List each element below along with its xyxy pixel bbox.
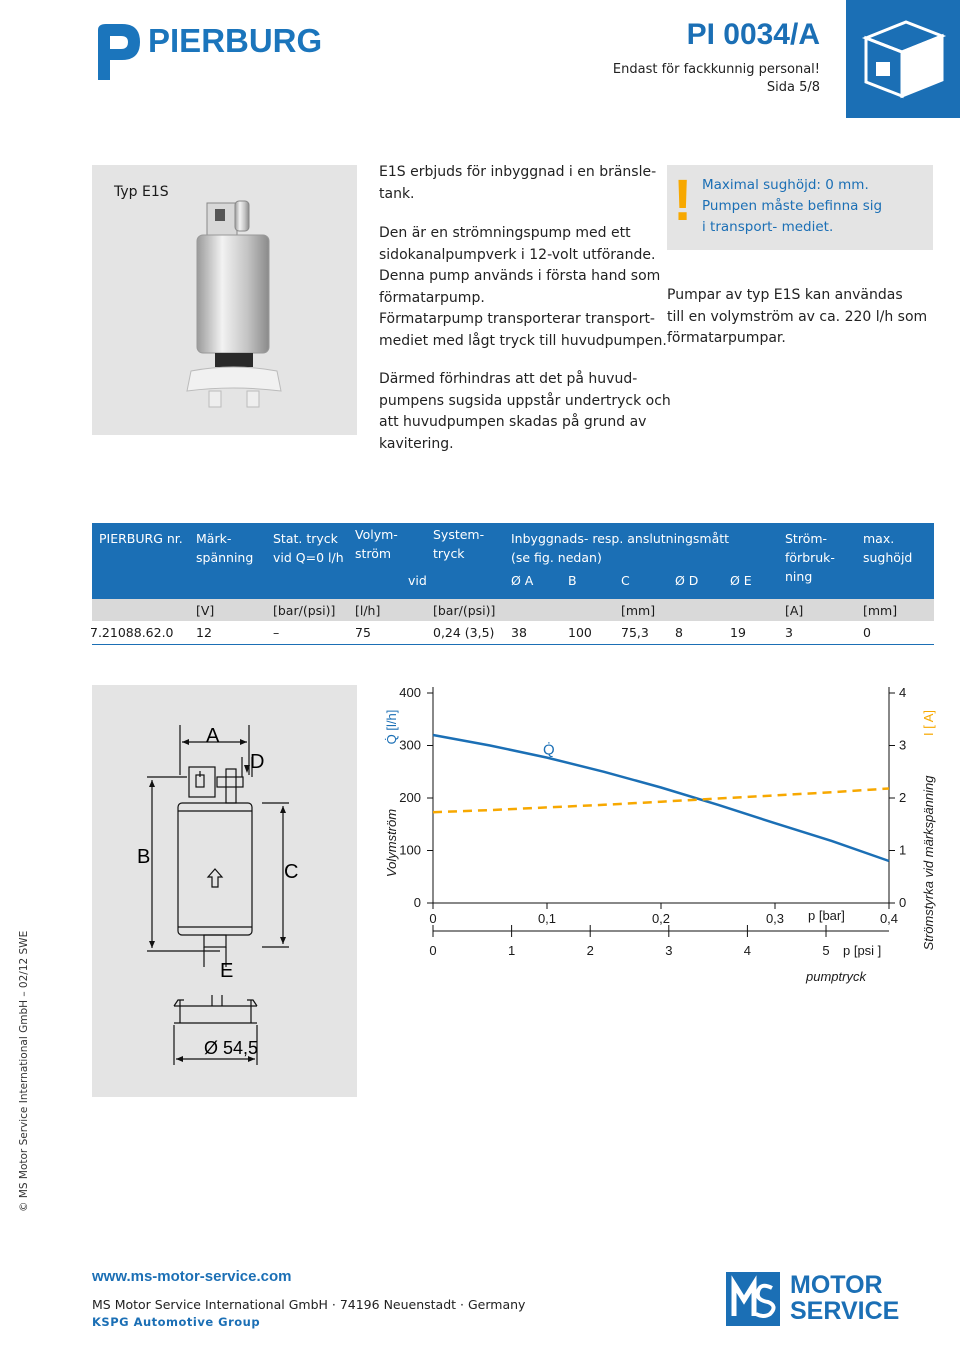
- fuel-pump-photo-icon: [177, 195, 297, 420]
- y-right-tick-label: 1: [899, 842, 907, 858]
- x-psi-tick-label: 4: [743, 943, 752, 958]
- warning-text: Maximal sughöjd: 0 mm. Pumpen måste befinna sig i transport- mediet.: [702, 177, 883, 235]
- x-psi-tick-label: 3: [665, 943, 673, 958]
- col-dim-d: Ø D: [668, 573, 723, 599]
- col-max-suction: max. sughöjd: [856, 523, 934, 573]
- col-nominal-voltage: Märk- spänning: [189, 523, 266, 573]
- group-name: KSPG Automotive Group: [92, 1315, 261, 1329]
- dim-label-diameter: Ø 54,5: [204, 1038, 259, 1058]
- website-link[interactable]: www.ms-motor-service.com: [92, 1268, 292, 1285]
- pump-type-label: Typ E1S: [114, 184, 169, 200]
- col-system-pressure: System- tryck: [426, 523, 504, 573]
- description-paragraph: Den är en strömningspump med ett sidokanalpumpverk i 12-volt utförande. Denna pump används i första hand som förmatarpump. Förmatarpump transporterar transport- mediet med lågt tryck till huvudpumpen.: [379, 225, 667, 349]
- unit-voltage: [V]: [189, 599, 266, 621]
- package-cube-icon: [846, 0, 960, 118]
- y-left-tick-label: 400: [399, 685, 421, 700]
- warning-icon: !: [673, 168, 693, 233]
- series-line-2: [433, 789, 889, 813]
- col-pierburg-nr: PIERBURG nr.: [92, 523, 189, 573]
- table-header-row: [92, 523, 934, 573]
- col-dim-b: B: [561, 573, 614, 599]
- x-psi-tick-label: 5: [822, 943, 830, 958]
- col-static-pressure: Stat. tryck vid Q=0 l/h: [266, 523, 348, 573]
- cell-nr: 7.21088.62.0: [90, 621, 187, 645]
- spec-table: [92, 523, 934, 645]
- y-right-tick-label: 4: [899, 685, 907, 700]
- cell-static-pressure: –: [266, 621, 348, 645]
- cell-dim-a: 38: [504, 621, 561, 645]
- ms-logo-icon: [726, 1272, 780, 1326]
- x-psi-tick-label: 0: [429, 943, 437, 958]
- col-dim-e: Ø E: [723, 573, 778, 599]
- y-right-tick-label: 2: [899, 790, 907, 805]
- y-right-tick-label: 3: [899, 737, 907, 753]
- x-axis-label: pumptryck: [806, 969, 866, 984]
- y-left-unit: Q̇ [l/h]: [384, 709, 399, 745]
- result-paragraph: Därmed förhindras att det på huvud- pumpens sugsida uppstår undertryck och att huvudpumpen skadas på grund av kavitering.: [379, 371, 671, 452]
- col-dim-a: Ø A: [504, 573, 561, 599]
- y-left-tick-label: 300: [399, 737, 421, 753]
- cell-system-pressure: 0,24 (3,5): [426, 621, 504, 645]
- audience-notice: Endast för fackkunnig personal!: [612, 62, 820, 77]
- cell-dim-e: 19: [723, 621, 778, 645]
- series-label: Q̇: [543, 741, 555, 759]
- cell-current: 3: [778, 621, 856, 645]
- x-bar-tick-label: 0,1: [537, 911, 557, 926]
- y-left-label: Volymström: [384, 808, 399, 878]
- dim-label-c: C: [284, 861, 299, 883]
- x-bar-tick-label: 0,2: [651, 911, 671, 926]
- unit-flow: [l/h]: [348, 599, 426, 621]
- y-right-label: Strömstyrka vid märkspänning: [921, 775, 936, 951]
- y-right-unit: I [ A]: [921, 709, 936, 737]
- ms-logo-text: MOTOR SERVICE: [790, 1271, 900, 1325]
- usage-paragraph: Pumpar av typ E1S kan användas till en volymström av ca. 220 l/h som förmatarpumpar.: [667, 287, 928, 346]
- performance-chart: [370, 675, 950, 1005]
- col-vid: vid: [348, 573, 504, 599]
- col-dimensions: Inbyggnads- resp. anslutningsmått (se fig. nedan): [504, 523, 778, 573]
- cell-flow: 75: [348, 621, 426, 645]
- unit-dimensions: [mm]: [614, 599, 668, 621]
- document-number: PI 0034/A: [686, 18, 820, 51]
- pierburg-logo-icon: [92, 22, 142, 82]
- y-left-tick-label: 100: [399, 842, 421, 858]
- col-flow: Volym- ström: [348, 523, 426, 573]
- table-row: [92, 621, 934, 645]
- series-line-1: [433, 735, 889, 861]
- y-left-tick-label: 0: [413, 895, 421, 910]
- cell-voltage: 12: [189, 621, 266, 645]
- cell-dim-b: 100: [561, 621, 614, 645]
- dim-label-b: B: [137, 846, 151, 868]
- x-bar-tick-label: 0: [429, 911, 437, 926]
- page-number: Sida 5/8: [766, 80, 820, 95]
- dim-label-d: D: [250, 751, 265, 773]
- intro-paragraph: E1S erbjuds för inbyggnad i en bränsle- tank.: [379, 164, 657, 202]
- cell-dim-c: 75,3: [614, 621, 668, 645]
- x-psi-tick-label: 2: [586, 943, 594, 958]
- company-address: MS Motor Service International GmbH · 74196 Neuenstadt · Germany: [92, 1297, 526, 1312]
- x-bar-tick-label: 0,4: [879, 911, 899, 926]
- copyright-note: © MS Motor Service International GmbH – 02/12 SWE: [18, 930, 30, 1212]
- x-psi-unit: p [psi ]: [843, 943, 882, 958]
- unit-current: [A]: [778, 599, 856, 621]
- product-image-panel: [92, 165, 357, 435]
- unit-system-pressure: [bar/(psi)]: [426, 599, 504, 621]
- x-bar-tick-label: 0,3: [765, 911, 785, 926]
- cell-max-suction: 0: [856, 621, 934, 645]
- dim-label-e: E: [220, 960, 234, 982]
- unit-static-pressure: [bar/(psi)]: [266, 599, 348, 621]
- y-left-tick-label: 200: [399, 790, 421, 805]
- units-row: [92, 599, 934, 621]
- col-current: Ström- förbruk- ning: [778, 523, 856, 599]
- col-dim-c: C: [614, 573, 668, 599]
- dimension-drawing: [92, 685, 357, 1097]
- unit-max-suction: [mm]: [856, 599, 934, 621]
- x-bar-unit: p [bar]: [808, 908, 845, 923]
- dim-label-a: A: [206, 725, 220, 747]
- brand-name: PIERBURG: [148, 22, 323, 59]
- x-psi-tick-label: 1: [507, 943, 516, 958]
- y-right-tick-label: 0: [899, 895, 907, 910]
- cell-dim-d: 8: [668, 621, 723, 645]
